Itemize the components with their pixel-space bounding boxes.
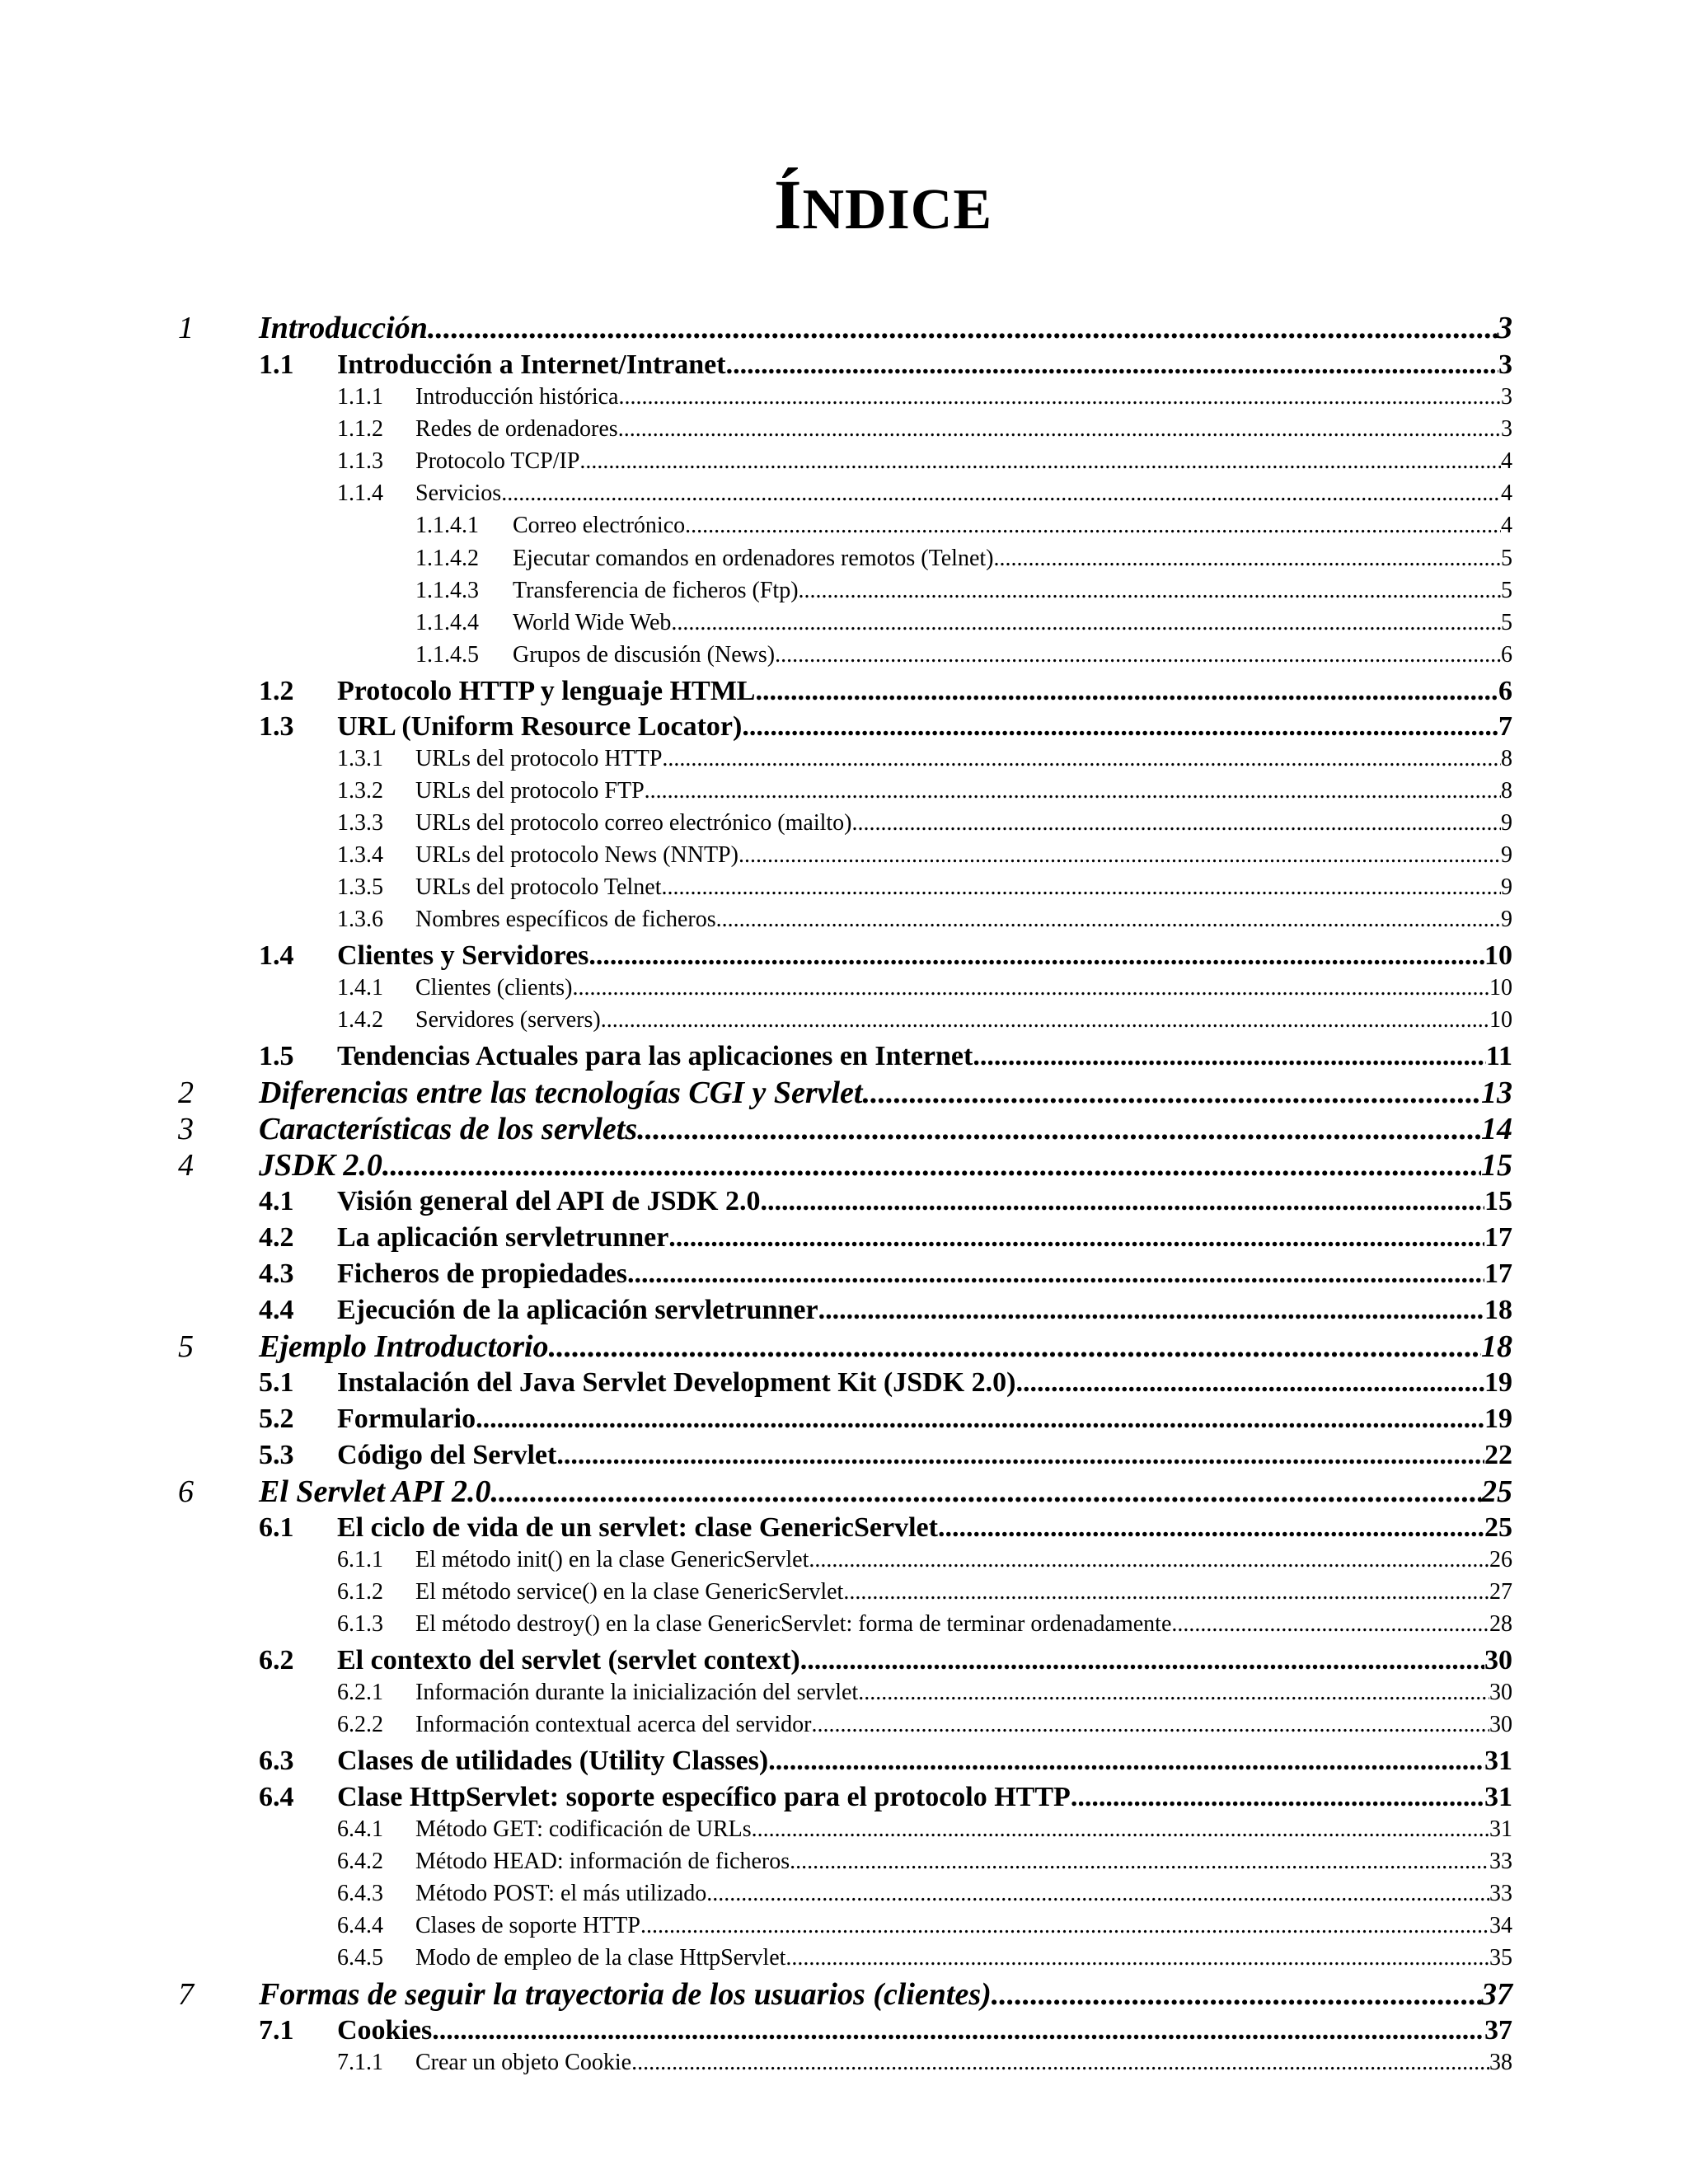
toc-entry-level-4[interactable]: [415, 544, 1512, 574]
toc-entry-number: 6.4.2: [337, 1849, 383, 1874]
dot-leader: [799, 576, 1501, 606]
toc-entry-page: 3: [1497, 311, 1512, 345]
toc-entry-number: 5.2: [259, 1404, 294, 1434]
dot-leader: [738, 841, 1501, 870]
toc-entry-title: Ejecución de la aplicación servletrunner: [337, 1295, 818, 1325]
toc-entry-number: 1.2: [259, 676, 294, 706]
dot-leader: [1171, 1610, 1489, 1639]
dot-leader: [668, 1221, 1484, 1254]
toc-entry-page: 5: [1501, 610, 1512, 635]
toc-entry-number: 7: [178, 1977, 194, 2012]
toc-entry-level-3[interactable]: [337, 905, 1512, 935]
toc-entry-title: Nombres específicos de ficheros: [415, 907, 716, 932]
toc-entry-page: 10: [1489, 975, 1512, 1001]
toc-entry-number: 4.4: [259, 1295, 294, 1325]
toc-entry-page: 11: [1485, 1041, 1512, 1071]
dot-leader: [588, 940, 1484, 972]
toc-entry-page: 25: [1484, 1512, 1512, 1543]
toc-entry-level-4[interactable]: [415, 608, 1512, 638]
toc-entry-page: 31: [1484, 1782, 1512, 1812]
toc-entry-page: 37: [1481, 1977, 1512, 2012]
toc-entry-page: 5: [1501, 546, 1512, 571]
dot-leader: [755, 675, 1498, 708]
toc-entry-title: Código del Servlet: [337, 1440, 557, 1470]
toc-entry-number: 1.4.2: [337, 1007, 383, 1033]
toc-entry-level-3[interactable]: [337, 1815, 1512, 1844]
toc-entry-page: 38: [1489, 2050, 1512, 2075]
dot-leader: [573, 973, 1489, 1003]
toc-entry-title: URLs del protocolo News (NNTP): [415, 842, 738, 868]
toc-entry-level-4[interactable]: [415, 576, 1512, 606]
toc-entry-number: 1.3.4: [337, 842, 383, 868]
toc-entry-title: Introducción: [259, 311, 428, 345]
toc-entry-page: 10: [1484, 940, 1512, 971]
toc-entry-title: Protocolo HTTP y lenguaje HTML: [337, 676, 756, 706]
toc-entry-number: 4: [178, 1148, 194, 1183]
toc-entry-title: Tendencias Actuales para las aplicaciones en Internet: [337, 1041, 973, 1071]
dot-leader: [662, 744, 1501, 774]
toc-entry-title: Transferencia de ficheros (Ftp): [513, 578, 799, 603]
toc-entry-page: 9: [1501, 907, 1512, 932]
toc-entry-page: 17: [1484, 1222, 1512, 1253]
toc-entry-title: Grupos de discusión (News): [513, 642, 776, 668]
toc-entry-title: JSDK 2.0: [259, 1148, 382, 1183]
dot-leader: [809, 1545, 1489, 1575]
toc-entry-title: Clase HttpServlet: soporte específico para el protocolo HTTP: [337, 1782, 1071, 1812]
dot-leader: [752, 1815, 1489, 1844]
toc-entry-title: Servicios: [415, 480, 502, 506]
title-rest: NDICE: [802, 178, 993, 241]
toc-entry-level-2[interactable]: [259, 1294, 1512, 1327]
toc-entry-page: 3: [1501, 416, 1512, 442]
toc-entry-number: 1.1.3: [337, 448, 383, 474]
toc-entry-level-4[interactable]: [415, 511, 1512, 541]
toc-entry-level-1[interactable]: [178, 310, 1512, 346]
toc-entry-title: Redes de ordenadores: [415, 416, 618, 442]
toc-entry-page: 27: [1489, 1579, 1512, 1605]
toc-entry-title: El ciclo de vida de un servlet: clase GenericServlet: [337, 1512, 938, 1543]
toc-entry-number: 6.1.3: [337, 1611, 383, 1637]
dot-leader: [862, 1075, 1481, 1111]
toc-entry-page: 8: [1501, 778, 1512, 804]
toc-entry-level-3[interactable]: [337, 841, 1512, 870]
title-initial: Í: [773, 165, 803, 244]
toc-entry-number: 1.3.6: [337, 907, 383, 932]
toc-entry-title: El Servlet API 2.0: [259, 1474, 491, 1509]
toc-entry-page: 33: [1489, 1881, 1512, 1906]
toc-entry-title: El método destroy() en la clase GenericServlet: forma de terminar ordenadamente: [415, 1611, 1172, 1637]
toc-entry-level-2[interactable]: [259, 1644, 1512, 1677]
toc-entry-level-3[interactable]: [337, 1678, 1512, 1708]
dot-leader: [800, 1644, 1484, 1677]
toc-entry-title: Formulario: [337, 1404, 476, 1434]
dot-leader: [1071, 1781, 1484, 1814]
toc-entry-page: 28: [1489, 1611, 1512, 1637]
toc-entry-level-2[interactable]: [259, 1403, 1512, 1436]
toc-entry-page: 9: [1501, 810, 1512, 836]
dot-leader: [992, 1976, 1481, 2013]
toc-entry-level-3[interactable]: [337, 382, 1512, 412]
toc-entry-title: Cookies: [337, 2015, 433, 2046]
toc-entry-number: 1.1.4.4: [415, 610, 479, 635]
toc-entry-number: 5.3: [259, 1440, 294, 1470]
toc-entry-page: 19: [1484, 1404, 1512, 1434]
toc-entry-number: 6.2: [259, 1645, 294, 1675]
toc-entry-level-2[interactable]: [259, 940, 1512, 972]
toc-entry-page: 6: [1498, 676, 1512, 706]
toc-entry-page: 13: [1481, 1076, 1512, 1110]
toc-entry-title: Visión general del API de JSDK 2.0: [337, 1186, 761, 1216]
toc-entry-page: 3: [1498, 349, 1512, 380]
toc-entry-title: Método GET: codificación de URLs: [415, 1816, 752, 1842]
toc-entry-level-1[interactable]: [178, 1111, 1512, 1147]
toc-entry-page: 8: [1501, 746, 1512, 771]
toc-entry-title: Servidores (servers): [415, 1007, 601, 1033]
toc-entry-level-3[interactable]: [337, 447, 1512, 476]
toc-entry-number: 1.1.4.3: [415, 578, 479, 603]
dot-leader: [640, 1911, 1489, 1941]
toc-entry-number: 1.3.5: [337, 874, 383, 900]
toc-entry-title: Características de los servlets: [259, 1112, 638, 1146]
toc-entry-level-3[interactable]: [337, 1847, 1512, 1877]
toc-entry-level-3[interactable]: [337, 1911, 1512, 1941]
toc-entry-level-2[interactable]: [259, 1781, 1512, 1814]
toc-entry-title: Método HEAD: información de ficheros: [415, 1849, 790, 1874]
dot-leader: [742, 710, 1498, 743]
toc-entry-title: Introducción a Internet/Intranet: [337, 349, 726, 380]
toc-entry-page: 10: [1489, 1007, 1512, 1033]
dot-leader: [476, 1403, 1484, 1436]
toc-entry-level-2[interactable]: [259, 2014, 1512, 2047]
toc-entry-number: 2: [178, 1076, 194, 1110]
toc-entry-number: 6.4.1: [337, 1816, 383, 1842]
toc-entry-level-3[interactable]: [337, 1710, 1512, 1740]
toc-entry-number: 1.1.4.5: [415, 642, 479, 668]
toc-entry-title: Modo de empleo de la clase HttpServlet: [415, 1945, 786, 1971]
dot-leader: [843, 1577, 1489, 1607]
toc-entry-title: URLs del protocolo FTP: [415, 778, 645, 804]
dot-leader: [490, 1474, 1481, 1510]
toc-entry-page: 18: [1484, 1295, 1512, 1325]
toc-entry-title: URL (Uniform Resource Locator): [337, 711, 743, 742]
dot-leader: [645, 776, 1501, 806]
dot-leader: [631, 2048, 1489, 2078]
dot-leader: [556, 1439, 1484, 1472]
toc-entry-number: 1.1: [259, 349, 294, 380]
toc-entry-page: 9: [1501, 874, 1512, 900]
toc-entry-level-2[interactable]: [259, 1745, 1512, 1778]
toc-entry-title: World Wide Web: [513, 610, 672, 635]
toc-entry-title: Protocolo TCP/IP: [415, 448, 580, 474]
toc-entry-level-3[interactable]: [337, 1943, 1512, 1973]
toc-entry-level-3[interactable]: [337, 744, 1512, 774]
toc-entry-page: 15: [1484, 1186, 1512, 1216]
toc-entry-title: Ejecutar comandos en ordenadores remotos (Telnet): [513, 546, 994, 571]
toc-entry-level-2[interactable]: [259, 1366, 1512, 1399]
toc-entry-level-3[interactable]: [337, 2048, 1512, 2078]
dot-leader: [685, 511, 1501, 541]
toc-entry-title: URLs del protocolo HTTP: [415, 746, 663, 771]
dot-leader: [716, 905, 1501, 935]
dot-leader: [775, 640, 1501, 670]
toc-entry-page: 19: [1484, 1367, 1512, 1398]
dot-leader: [785, 1943, 1489, 1973]
toc-entry-page: 30: [1489, 1680, 1512, 1705]
toc-entry-number: 4.3: [259, 1258, 294, 1289]
toc-entry-title: El contexto del servlet (servlet context): [337, 1645, 800, 1675]
toc-entry-page: 26: [1489, 1547, 1512, 1572]
toc-entry-title: Clientes y Servidores: [337, 940, 589, 971]
toc-entry-level-2[interactable]: [259, 1185, 1512, 1218]
toc-entry-level-3[interactable]: [337, 1005, 1512, 1035]
toc-entry-page: 18: [1481, 1329, 1512, 1364]
dot-leader: [726, 349, 1498, 382]
toc-entry-level-2[interactable]: [259, 349, 1512, 382]
dot-leader: [973, 1040, 1486, 1073]
toc-entry-number: 1.4.1: [337, 975, 383, 1001]
toc-entry-page: 31: [1489, 1816, 1512, 1842]
toc-entry-number: 6.4: [259, 1782, 294, 1812]
toc-entry-page: 9: [1501, 842, 1512, 868]
toc-entry-page: 3: [1501, 384, 1512, 410]
dot-leader: [818, 1294, 1484, 1327]
toc-entry-title: Clases de utilidades (Utility Classes): [337, 1746, 769, 1776]
toc-entry-number: 6.1.2: [337, 1579, 383, 1605]
toc-entry-number: 6: [178, 1474, 194, 1509]
toc-entry-number: 7.1: [259, 2015, 294, 2046]
toc-entry-number: 1.1.4.1: [415, 513, 479, 538]
toc-entry-level-2[interactable]: [259, 1221, 1512, 1254]
toc-entry-number: 1.3: [259, 711, 294, 742]
toc-entry-number: 6.2.1: [337, 1680, 383, 1705]
toc-entry-page: 30: [1484, 1645, 1512, 1675]
toc-entry-number: 6.4.4: [337, 1913, 383, 1938]
toc-entry-page: 17: [1484, 1258, 1512, 1289]
toc-entry-level-2[interactable]: [259, 1040, 1512, 1073]
toc-entry-number: 1.3.2: [337, 778, 383, 804]
toc-entry-page: 35: [1489, 1945, 1512, 1971]
dot-leader: [1016, 1366, 1485, 1399]
toc-entry-level-3[interactable]: [337, 873, 1512, 902]
toc-entry-number: 6.3: [259, 1746, 294, 1776]
dot-leader: [432, 2014, 1484, 2047]
dot-leader: [938, 1511, 1484, 1544]
toc-entry-page: 5: [1501, 578, 1512, 603]
toc-entry-number: 1.3.3: [337, 810, 383, 836]
toc-entry-level-2[interactable]: [259, 1511, 1512, 1544]
toc-entry-number: 1.1.4.2: [415, 546, 479, 571]
dot-leader: [851, 808, 1501, 838]
toc-entry-page: 25: [1481, 1474, 1512, 1509]
toc-entry-level-3[interactable]: [337, 776, 1512, 806]
toc-entry-level-1[interactable]: [178, 1075, 1512, 1111]
toc-entry-page: 37: [1484, 2015, 1512, 2046]
toc-entry-title: Ficheros de propiedades: [337, 1258, 627, 1289]
toc-entry-title: Clases de soporte HTTP: [415, 1913, 640, 1938]
toc-entry-level-2[interactable]: [259, 710, 1512, 743]
toc-entry-title: La aplicación servletrunner: [337, 1222, 669, 1253]
dot-leader: [790, 1847, 1489, 1877]
toc-entry-title: Correo electrónico: [513, 513, 686, 538]
toc-entry-level-2[interactable]: [259, 1258, 1512, 1291]
toc-entry-title: URLs del protocolo correo electrónico (mailto): [415, 810, 852, 836]
toc-entry-number: 6.4.3: [337, 1881, 383, 1906]
toc-entry-title: Información contextual acerca del servidor: [415, 1712, 812, 1737]
toc-entry-level-3[interactable]: [337, 1545, 1512, 1575]
dot-leader: [661, 873, 1501, 902]
toc-entry-number: 6.1.1: [337, 1547, 383, 1572]
toc-entry-title: URLs del protocolo Telnet: [415, 874, 662, 900]
dot-leader: [768, 1745, 1484, 1778]
dot-leader: [761, 1185, 1485, 1218]
toc-entry-page: 4: [1501, 480, 1512, 506]
toc-entry-number: 5.1: [259, 1367, 294, 1398]
toc-entry-level-2[interactable]: [259, 1439, 1512, 1472]
toc-entry-title: Diferencias entre las tecnologías CGI y Servlet: [259, 1076, 863, 1110]
toc-entry-level-1[interactable]: [178, 1474, 1512, 1510]
toc-entry-title: Formas de seguir la trayectoria de los usuarios (clientes): [259, 1977, 992, 2012]
toc-entry-level-3[interactable]: [337, 1577, 1512, 1607]
toc-entry-title: Introducción histórica: [415, 384, 619, 410]
toc-entry-number: 1: [178, 311, 194, 345]
toc-entry-page: 31: [1484, 1746, 1512, 1776]
dot-leader: [618, 415, 1501, 444]
toc-entry-page: 15: [1481, 1148, 1512, 1183]
dot-leader: [993, 544, 1501, 574]
dot-leader: [382, 1147, 1481, 1183]
dot-leader: [858, 1678, 1489, 1708]
toc-entry-number: 6.1: [259, 1512, 294, 1543]
toc-entry-title: Instalación del Java Servlet Development Kit (JSDK 2.0): [337, 1367, 1016, 1398]
toc-entry-page: 22: [1484, 1440, 1512, 1470]
toc-entry-page: 4: [1501, 448, 1512, 474]
toc-entry-level-3[interactable]: [337, 479, 1512, 509]
toc-entry-number: 4.1: [259, 1186, 294, 1216]
toc-entry-number: 3: [178, 1112, 194, 1146]
toc-entry-title: El método init() en la clase GenericServlet: [415, 1547, 809, 1572]
dot-leader: [637, 1111, 1481, 1147]
toc-entry-level-4[interactable]: [415, 640, 1512, 670]
dot-leader: [549, 1329, 1481, 1365]
dot-leader: [579, 447, 1501, 476]
toc-entry-number: 6.2.2: [337, 1712, 383, 1737]
toc-entry-page: 33: [1489, 1849, 1512, 1874]
toc-entry-level-1[interactable]: [178, 1976, 1512, 2013]
toc-entry-page: 6: [1501, 642, 1512, 668]
toc-entry-page: 7: [1498, 711, 1512, 742]
toc-entry-title: Información durante la inicialización del servlet: [415, 1680, 859, 1705]
toc-entry-level-3[interactable]: [337, 808, 1512, 838]
toc-entry-title: Ejemplo Introductorio: [259, 1329, 549, 1364]
toc-entry-number: 1.4: [259, 940, 294, 971]
dot-leader: [601, 1005, 1489, 1035]
toc-entry-number: 5: [178, 1329, 194, 1364]
toc-entry-level-3[interactable]: [337, 973, 1512, 1003]
toc-entry-page: 4: [1501, 513, 1512, 538]
toc-entry-level-2[interactable]: [259, 675, 1512, 708]
dot-leader: [811, 1710, 1489, 1740]
toc-entry-level-1[interactable]: [178, 1329, 1512, 1365]
toc-entry-level-3[interactable]: [337, 1610, 1512, 1639]
toc-entry-number: 1.1.4: [337, 480, 383, 506]
dot-leader: [627, 1258, 1484, 1291]
toc-entry-page: 30: [1489, 1712, 1512, 1737]
toc-entry-number: 1.1.1: [337, 384, 383, 410]
toc-entry-title: Crear un objeto Cookie: [415, 2050, 632, 2075]
toc-entry-number: 1.3.1: [337, 746, 383, 771]
dot-leader: [501, 479, 1501, 509]
toc-entry-number: 4.2: [259, 1222, 294, 1253]
toc-entry-number: 6.4.5: [337, 1945, 383, 1971]
toc-entry-title: Clientes (clients): [415, 975, 573, 1001]
toc-entry-title: El método service() en la clase GenericServlet: [415, 1579, 844, 1605]
toc-entry-number: 1.5: [259, 1041, 294, 1071]
toc-entry-level-3[interactable]: [337, 415, 1512, 444]
toc-entry-level-1[interactable]: [178, 1147, 1512, 1183]
toc-entry-number: 7.1.1: [337, 2050, 383, 2075]
toc-entry-title: Método POST: el más utilizado: [415, 1881, 707, 1906]
toc-entry-number: 1.1.2: [337, 416, 383, 442]
toc-entry-page: 14: [1481, 1112, 1512, 1146]
dot-leader: [706, 1879, 1489, 1909]
dot-leader: [428, 310, 1497, 346]
dot-leader: [618, 382, 1501, 412]
toc-entry-level-3[interactable]: [337, 1879, 1512, 1909]
dot-leader: [671, 608, 1501, 638]
toc-entry-page: 34: [1489, 1913, 1512, 1938]
